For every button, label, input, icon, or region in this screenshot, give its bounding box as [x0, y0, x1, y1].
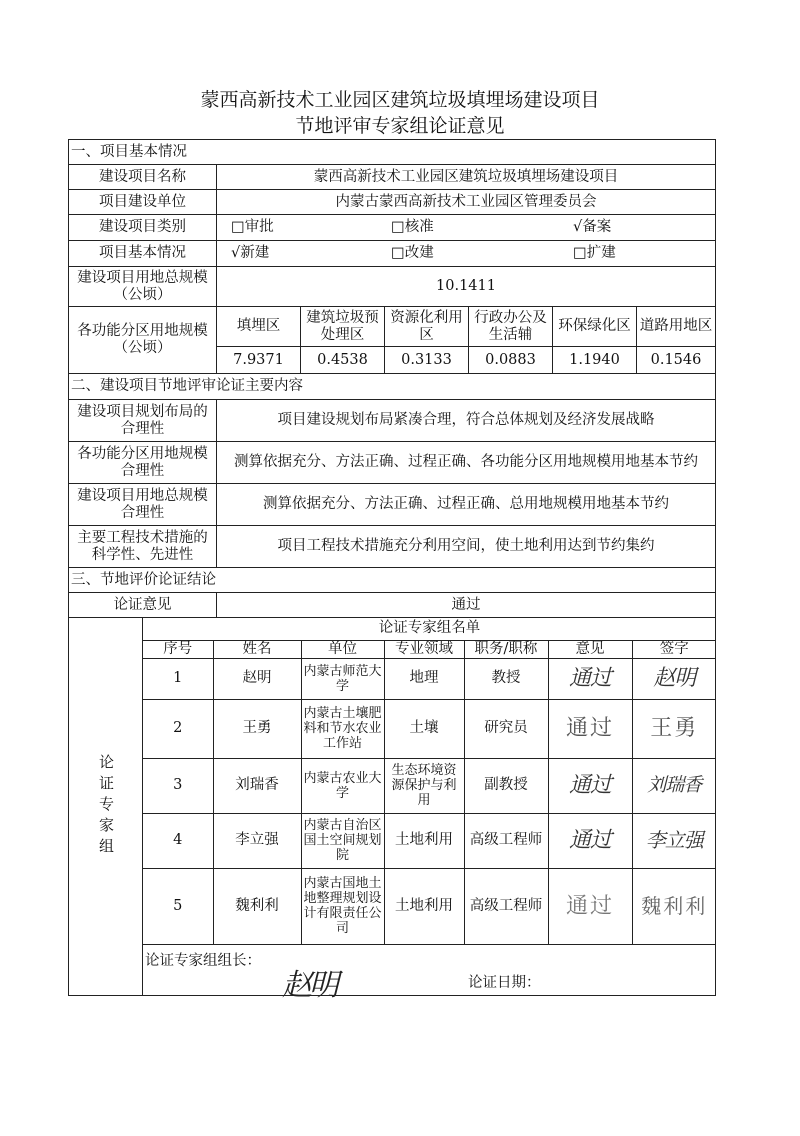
review-text: 测算依据充分、方法正确、过程正确、总用地规模用地基本节约 — [217, 484, 716, 526]
section-2-heading: 二、建设项目节地评审论证主要内容 — [69, 374, 716, 400]
zone-name: 行政办公及生活辅 — [469, 307, 553, 347]
header-signature: 签字 — [632, 640, 716, 658]
table-row — [143, 758, 716, 813]
expert-opinion-handwritten: 通过 — [548, 868, 632, 944]
expert-no: 3 — [143, 758, 213, 813]
basic-option-rebuild: □改建 — [391, 245, 434, 261]
expert-name: 王勇 — [213, 699, 301, 758]
expert-title: 高级工程师 — [464, 813, 548, 868]
expert-title: 教授 — [464, 658, 548, 699]
expert-name: 赵明 — [213, 658, 301, 699]
category-option-approval: □审批 — [231, 219, 274, 235]
expert-org: 内蒙古农业大学 — [301, 758, 384, 813]
expert-signature: 赵明 — [632, 658, 716, 699]
table-row — [143, 658, 716, 699]
expert-no: 4 — [143, 813, 213, 868]
expert-name: 刘瑞香 — [213, 758, 301, 813]
zone-label: 各功能分区用地规模（公顷） — [69, 307, 217, 374]
section-3-heading: 三、节地评价论证结论 — [69, 568, 716, 593]
opinion-label: 论证意见 — [69, 593, 217, 618]
table-row — [143, 868, 716, 944]
header-no: 序号 — [143, 640, 213, 658]
expert-title: 研究员 — [464, 699, 548, 758]
expert-opinion-handwritten: 通过 — [548, 699, 632, 758]
category-option-record: √备案 — [573, 219, 612, 235]
leader-signature: 赵明 — [282, 968, 336, 1003]
zone-value: 0.3133 — [385, 347, 469, 374]
zone-value: 1.1940 — [553, 347, 637, 374]
expert-field: 地理 — [384, 658, 464, 699]
expert-field: 土壤 — [384, 699, 464, 758]
review-text: 项目建设规划布局紧凑合理，符合总体规划及经济发展战略 — [217, 400, 716, 442]
zone-value: 0.4538 — [301, 347, 385, 374]
review-label: 建设项目用地总规模合理性 — [69, 484, 217, 526]
expert-field: 土地利用 — [384, 868, 464, 944]
review-text: 项目工程技术措施充分利用空间，使土地利用达到节约集约 — [217, 526, 716, 568]
zone-value: 0.1546 — [637, 347, 716, 374]
total-area-label: 建设项目用地总规模（公顷） — [69, 267, 217, 307]
total-area-value: 10.1411 — [217, 267, 716, 307]
review-label: 各功能分区用地规模合理性 — [69, 442, 217, 484]
zone-name: 填埋区 — [217, 307, 301, 347]
opinion-value: 通过 — [217, 593, 716, 618]
expert-org: 内蒙古自治区国土空间规划院 — [301, 813, 384, 868]
expert-no: 1 — [143, 658, 213, 699]
expert-signature: 刘瑞香 — [632, 758, 716, 813]
expert-title: 高级工程师 — [464, 868, 548, 944]
zone-value: 7.9371 — [217, 347, 301, 374]
review-label: 主要工程技术措施的科学性、先进性 — [69, 526, 217, 568]
title-line-1: 蒙西高新技术工业园区建筑垃圾填埋场建设项目 — [200, 89, 600, 111]
expert-list-title: 论证专家组名单 — [143, 618, 716, 640]
expert-no: 5 — [143, 868, 213, 944]
basic-option-expand: □扩建 — [573, 245, 616, 261]
expert-name: 李立强 — [213, 813, 301, 868]
header-field: 专业领域 — [384, 640, 464, 658]
review-label: 建设项目规划布局的合理性 — [69, 400, 217, 442]
table-row — [143, 813, 716, 868]
zone-value: 0.0883 — [469, 347, 553, 374]
expert-org: 内蒙古土壤肥料和节水农业工作站 — [301, 699, 384, 758]
zone-name: 资源化利用区 — [385, 307, 469, 347]
expert-field: 土地利用 — [384, 813, 464, 868]
expert-title: 副教授 — [464, 758, 548, 813]
review-form-table — [68, 139, 716, 996]
expert-org: 内蒙古师范大学 — [301, 658, 384, 699]
expert-name: 魏利利 — [213, 868, 301, 944]
title-line-2: 节地评审专家组论证意见 — [295, 115, 505, 137]
date-label: 论证日期： — [468, 974, 541, 991]
basic-label: 项目基本情况 — [69, 241, 217, 267]
header-name: 姓名 — [213, 640, 301, 658]
expert-signature: 王勇 — [632, 699, 716, 758]
leader-label: 论证专家组组长： — [145, 952, 261, 969]
table-row — [143, 699, 716, 758]
expert-opinion-handwritten: 通过 — [548, 658, 632, 699]
basic-option-new: √新建 — [231, 245, 270, 261]
expert-opinion-handwritten: 通过 — [548, 813, 632, 868]
unit-label: 项目建设单位 — [69, 190, 217, 215]
header-title: 职务/职称 — [464, 640, 548, 658]
unit-value: 内蒙古蒙西高新技术工业园区管理委员会 — [217, 190, 716, 215]
leader-row — [143, 944, 716, 995]
expert-org: 内蒙古国地土地整理规划设计有限责任公司 — [301, 868, 384, 944]
expert-table — [143, 618, 716, 995]
category-option-verify: □核准 — [391, 219, 434, 235]
review-text: 测算依据充分、方法正确、过程正确、各功能分区用地规模用地基本节约 — [217, 442, 716, 484]
expert-group-label: 论证专家组 — [69, 618, 143, 996]
project-name-label: 建设项目名称 — [69, 165, 217, 190]
section-1-heading: 一、项目基本情况 — [69, 140, 716, 165]
zone-name: 环保绿化区 — [553, 307, 637, 347]
header-org: 单位 — [301, 640, 384, 658]
zone-name: 建筑垃圾预处理区 — [301, 307, 385, 347]
expert-no: 2 — [143, 699, 213, 758]
category-label: 建设项目类别 — [69, 215, 217, 241]
expert-signature: 魏利利 — [632, 868, 716, 944]
project-name-value: 蒙西高新技术工业园区建筑垃圾填埋场建设项目 — [217, 165, 716, 190]
expert-signature: 李立强 — [632, 813, 716, 868]
header-opinion: 意见 — [548, 640, 632, 658]
expert-opinion-handwritten: 通过 — [548, 758, 632, 813]
zone-name: 道路用地区 — [637, 307, 716, 347]
expert-field: 生态环境资源保护与利用 — [384, 758, 464, 813]
